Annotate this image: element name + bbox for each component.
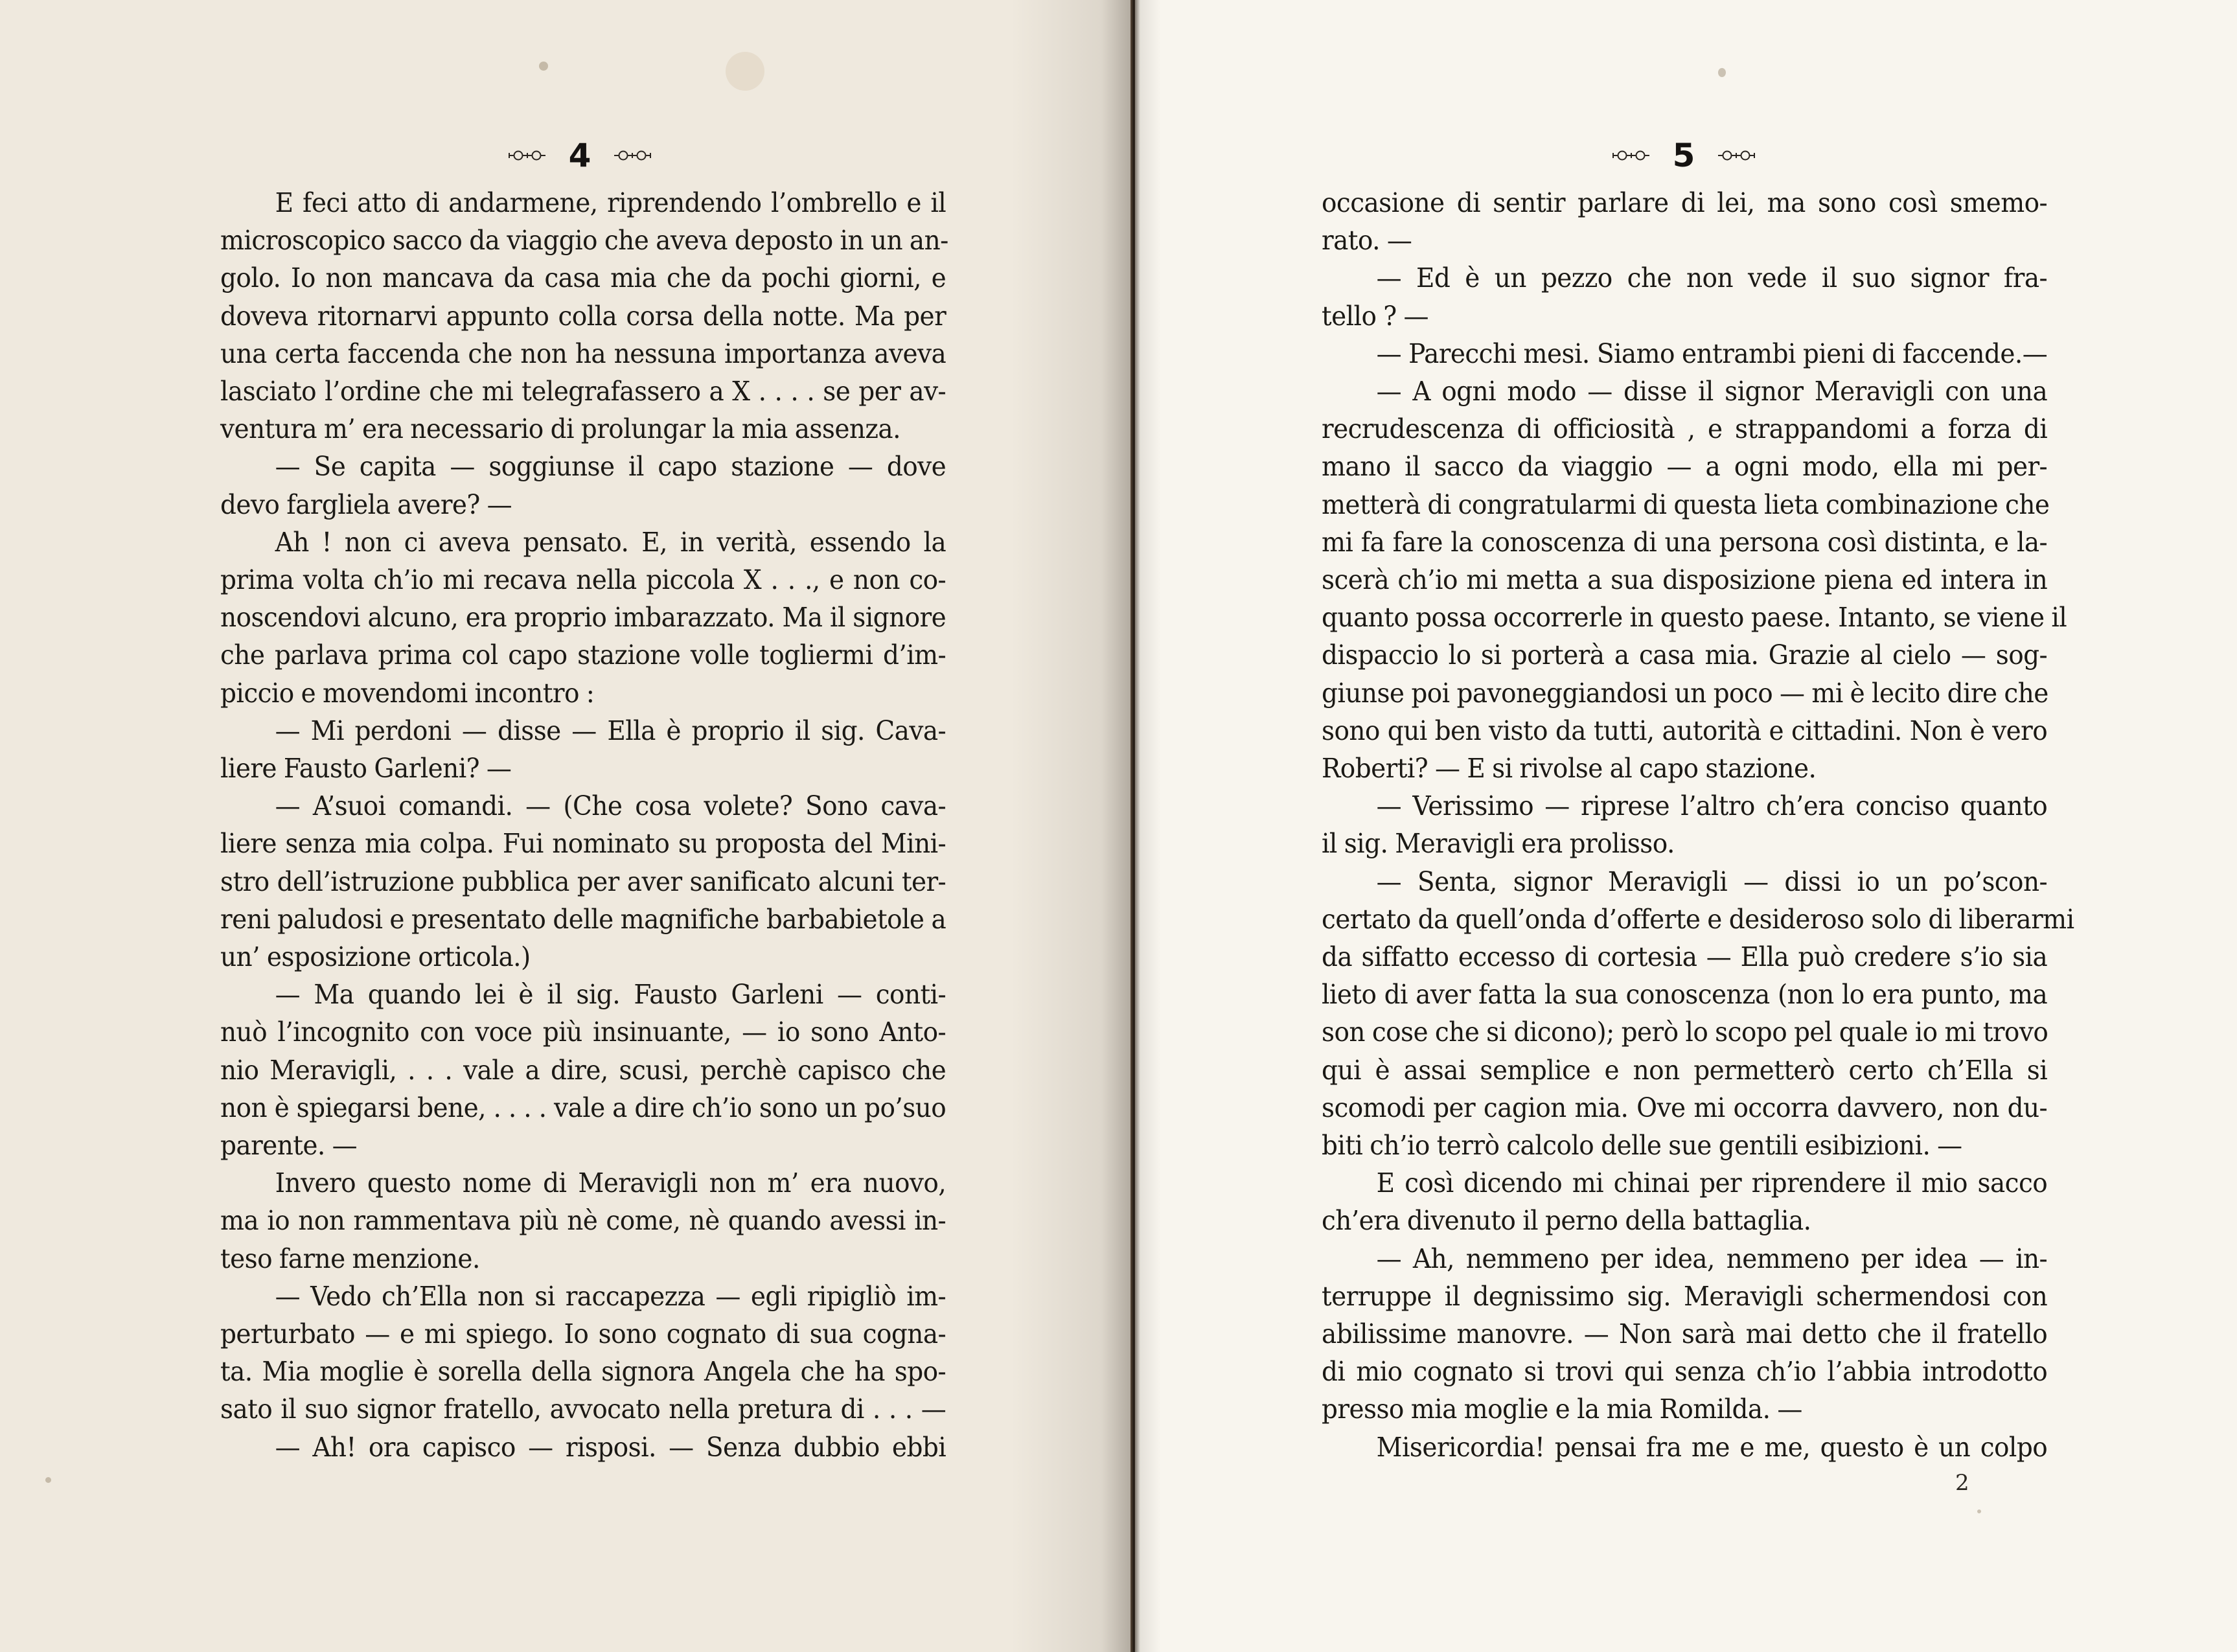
text-line: E così dicendo mi chinai per riprendere il mio sacco [1376,1167,2048,1199]
text-line: scerà ch’io mi metta a sua disposizione piena ed intera in [1322,564,2048,595]
text-line: stro dell’istruzione pubblica per aver sanificato alcuni ter- [220,865,946,897]
text-line: mi fa fare la conoscenza di una persona così distinta, e la- [1322,525,2048,558]
text-line: parente. — [220,1129,358,1161]
text-line: metterà di congratularmi di questa lieta combinazione che [1322,488,2050,520]
text-line: di mio cognato si trovi qui senza ch’io l’abbia introdotto [1322,1355,2048,1388]
right-page-header [1554,133,1813,178]
text-line: qui è assai semplice e non permetterò certo ch’Ella si [1322,1053,2048,1086]
text-line: — Se capita — soggiunse il capo stazione — dove [275,450,946,483]
text-line: Invero questo nome di Meravigli non m’ era nuovo, [275,1167,946,1199]
text-line: da siffatto eccesso di cortesia — Ella può credere s’io sia [1322,941,2048,972]
text-line: mano il sacco da viaggio — a ogni modo, ella mi per- [1322,450,2048,483]
text-line: sono qui ben visto da tutti, autorità e cittadini. Non è vero [1322,714,2048,746]
text-line: devo fargliela avere? — [220,488,512,520]
paper-speck [45,1477,51,1483]
text-line: ch’era divenuto il perno della battaglia. [1322,1204,1811,1237]
text-line: perturbato — e mi spiego. Io sono cognato di sua cogna- [220,1318,946,1349]
text-line: scomodi per cagion mia. Ove mi occorra davvero, non du- [1322,1091,2048,1123]
text-line: sato il suo signor fratello, avvocato nella pretura di . . . — [220,1393,946,1425]
signature-mark: 2 [1955,1470,1969,1496]
text-line: — A ogni modo — disse il signor Meravigli con una [1376,375,2048,407]
text-line: liere senza mia colpa. Fui nominato su proposta del Mini- [220,827,946,860]
page-number: 5 [1672,137,1695,174]
text-line: — Senta, signor Meravigli — dissi io un po’scon- [1376,865,2048,897]
text-line: liere Fausto Garleni? — [220,752,512,784]
paper-speck [1977,1509,1981,1513]
text-line: certato da quell’onda d’offerte e desideroso solo di liberarmi [1322,902,2074,935]
text-line: giunse poi pavoneggiandosi un poco — mi è lecito dire che [1322,676,2048,709]
chain-link-ornament-icon [508,150,547,161]
text-line: recrudescenza di officiosità , e strappandomi a forza di [1322,413,2048,445]
text-line: — Verissimo — riprese l’altro ch’era conciso quanto [1376,790,2048,822]
text-line: rato. — [1322,224,1412,257]
text-line: — Ah, nemmeno per idea, nemmeno per idea — in- [1376,1242,2048,1274]
text-line: ma io non rammentava più nè come, nè quando avessi in- [220,1204,946,1237]
text-line: occasione di sentir parlare di lei, ma sono così smemo- [1322,187,2048,218]
text-line: microscopico sacco da viaggio che aveva deposto in un an- [220,224,948,257]
text-line: lieto di aver fatta la sua conoscenza (non lo era punto, ma [1322,978,2048,1011]
text-line: il sig. Meravigli era prolisso. [1322,827,1675,860]
text-line: — Vedo ch’Ella non si raccapezza — egli ripigliò im- [275,1279,946,1312]
text-line: piccio e movendomi incontro : [220,676,595,709]
left-page-header [450,133,709,178]
text-line: quanto possa occorrerle in questo paese. Intanto, se viene il [1322,601,2067,634]
text-line: Misericordia! pensai fra me e me, questo è un colpo [1376,1430,2048,1463]
text-line: doveva ritornarvi appunto colla corsa della notte. Ma per [220,299,946,332]
text-line: son cose che si dicono); però lo scopo pel quale io mi trovo [1322,1016,2048,1048]
text-line: — Ma quando lei è il sig. Fausto Garleni — conti- [275,978,946,1011]
text-line: lasciato l’ordine che mi telegrafassero a X . . . . se per av- [220,375,946,407]
text-line: reni paludosi e presentato delle magnifiche barbabietole a [220,902,946,935]
page-number: 4 [568,137,591,174]
text-line: E feci atto di andarmene, riprendendo l’ombrello e il [275,187,946,218]
text-line: prima volta ch’io mi recava nella piccola X . . ., e non co- [220,564,946,595]
text-line: — Mi perdoni — disse — Ella è proprio il sig. Cava- [275,714,946,746]
text-line: ventura m’ era necessario di prolungar la mia assenza. [220,413,901,445]
text-line: biti ch’io terrò calcolo delle sue gentili esibizioni. — [1322,1129,1962,1161]
text-line: che parlava prima col capo stazione volle togliermi d’im- [220,639,946,671]
text-line: terruppe il degnissimo sig. Meravigli schermendosi con [1322,1279,2048,1312]
text-line: — Parecchi mesi. Siamo entrambi pieni di faccende.— [1376,337,2048,369]
text-line: ta. Mia moglie è sorella della signora Angela che ha spo- [220,1355,946,1388]
text-line: Roberti? — E si rivolse al capo stazione. [1322,752,1817,784]
text-line: un’ esposizione orticola.) [220,941,531,972]
text-line: golo. Io non mancava da casa mia che da pochi giorni, e [220,262,946,294]
paper-stain [1718,68,1726,77]
text-line: tello ? — [1322,299,1428,332]
chain-link-ornament-icon [1612,150,1651,161]
right-page [1135,0,2237,1652]
chain-link-ornament-icon [613,150,652,161]
paper-stain [539,62,548,71]
text-line: nuò l’incognito con voce più insinuante, — io sono Anto- [220,1016,946,1048]
text-line: dispaccio lo si porterà a casa mia. Grazie al cielo — sog- [1322,639,2048,671]
text-line: — A’suoi comandi. — (Che cosa volete? Sono cava- [275,790,946,822]
text-line: abilissime manovre. — Non sarà mai detto che il fratello [1322,1318,2048,1349]
text-line: una certa faccenda che non ha nessuna importanza aveva [220,337,946,369]
text-line: — Ah! ora capisco — risposi. — Senza dubbio ebbi [275,1430,946,1463]
paper-stain [726,52,764,91]
text-line: nio Meravigli, . . . vale a dire, scusi, perchè capisco che [220,1053,946,1086]
text-line: teso farne menzione. [220,1242,480,1274]
text-line: Ah ! non ci aveva pensato. E, in verità, essendo la [275,525,946,558]
text-line: noscendovi alcuno, era proprio imbarazzato. Ma il signore [220,601,946,634]
text-line: presso mia moglie e la mia Romilda. — [1322,1393,1802,1425]
chain-link-ornament-icon [1717,150,1756,161]
text-line: — Ed è un pezzo che non vede il suo signor fra- [1376,262,2048,294]
text-line: non è spiegarsi bene, . . . . vale a dire ch’io sono un po’suo [220,1091,946,1123]
